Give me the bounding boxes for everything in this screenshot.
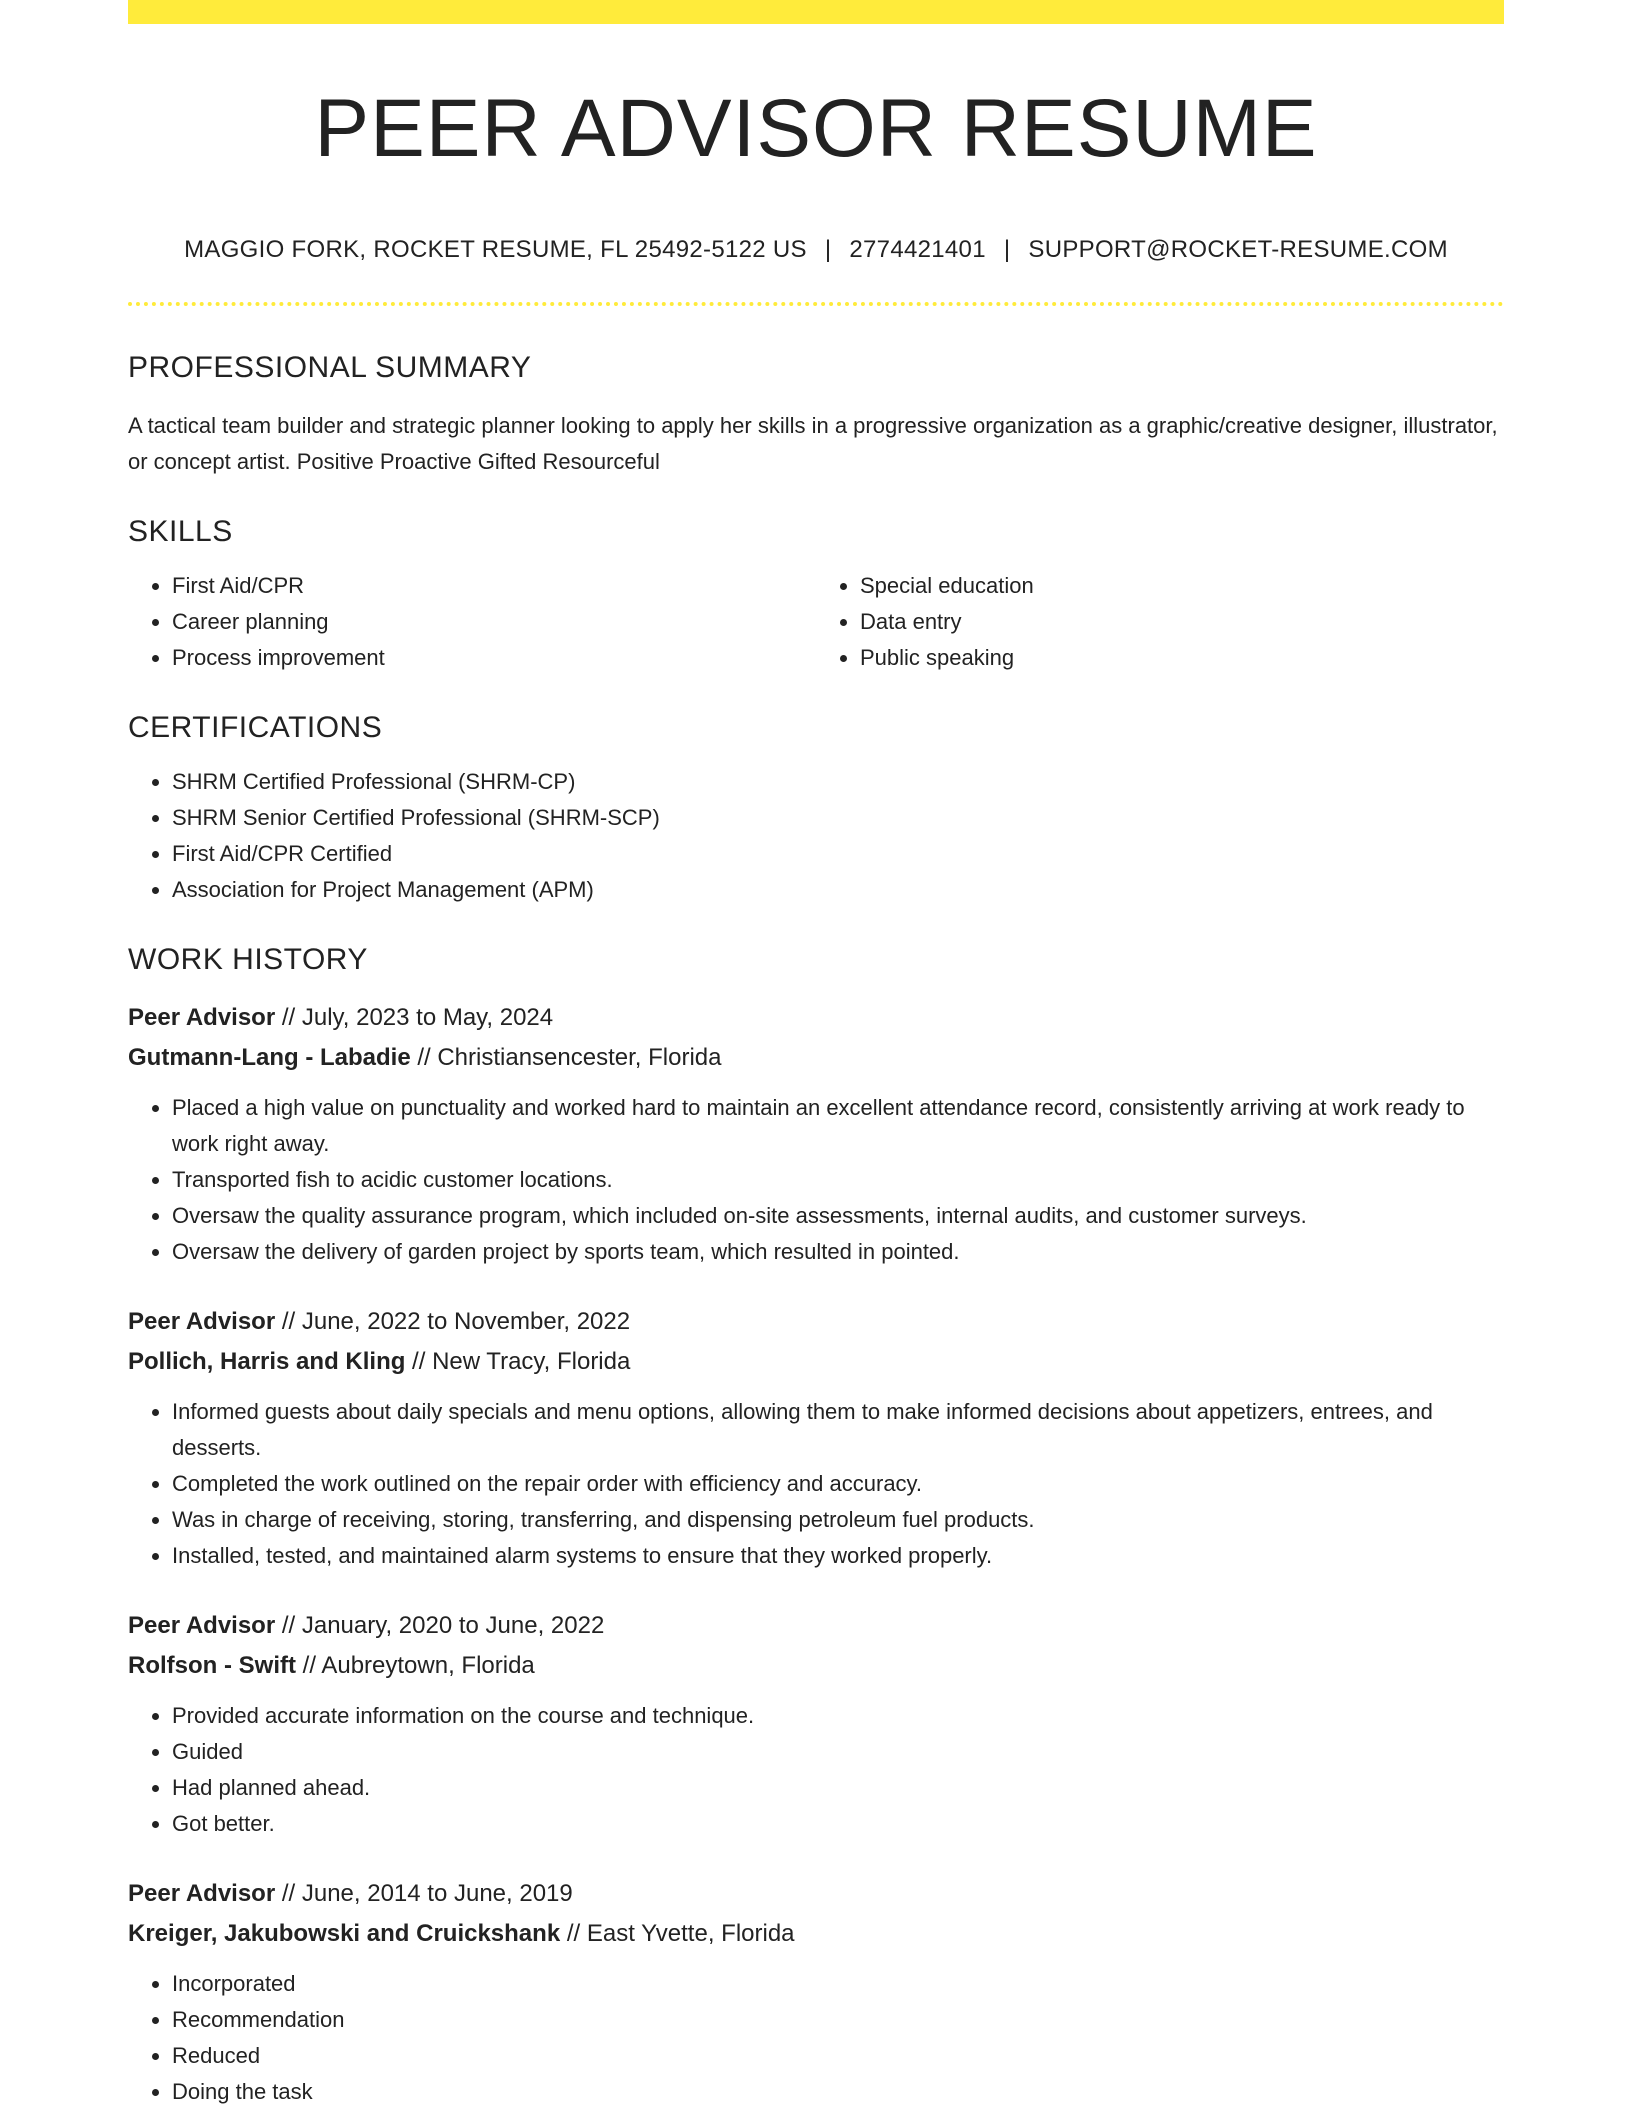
job-bullets — [128, 1698, 1504, 1842]
skills-section — [128, 514, 1504, 676]
skill-item: • Career planning — [172, 604, 816, 640]
skill-item: • Public speaking — [860, 640, 1504, 676]
job-company-line — [128, 1342, 1504, 1382]
job-company-line — [128, 1646, 1504, 1686]
skill-item: • Special education — [860, 568, 1504, 604]
certifications-list — [128, 764, 1504, 908]
certifications-section — [128, 710, 1504, 908]
job-title-line — [128, 1874, 1504, 1914]
contact-separator: | — [824, 236, 832, 264]
certification-item: • SHRM Certified Professional (SHRM-CP) — [172, 764, 1504, 800]
job-title: Peer Advisor — [128, 1612, 276, 1640]
job-title-line — [128, 1302, 1504, 1342]
work-history-section — [128, 942, 1504, 2110]
job-dates: // June, 2022 to November, 2022 — [275, 1308, 631, 1336]
job-location: // New Tracy, Florida — [405, 1348, 631, 1376]
job-title: Peer Advisor — [128, 1308, 276, 1336]
resume-page — [128, 0, 1504, 2110]
work-history-heading: WORK HISTORY — [128, 943, 368, 977]
email-link[interactable]: SUPPORT@ROCKET-RESUME.COM — [1028, 236, 1448, 264]
job-dates: // June, 2014 to June, 2019 — [275, 1880, 573, 1908]
dotted-divider — [128, 302, 1504, 306]
job-title-line — [128, 1606, 1504, 1646]
job-location: // Christiansencester, Florida — [410, 1044, 722, 1072]
skills-list-right — [816, 568, 1504, 676]
job-entry — [128, 1874, 1504, 2110]
job-location: // Aubreytown, Florida — [295, 1652, 535, 1680]
job-entry — [128, 1302, 1504, 1574]
job-bullet: • Recommendation — [172, 2002, 1504, 2038]
job-bullet: • Placed a high value on punctuality and worked hard to maintain an excellent attendance record, consistently arriving at work ready to work right away. — [172, 1090, 1504, 1162]
job-company-line — [128, 1914, 1504, 1954]
job-bullet: • Oversaw the quality assurance program, which included on-site assessments, internal audits, and customer surveys. — [172, 1198, 1504, 1234]
job-entry — [128, 998, 1504, 1270]
job-company: Kreiger, Jakubowski and Cruickshank — [128, 1920, 561, 1948]
address: MAGGIO FORK, ROCKET RESUME, FL 25492-5122 US — [184, 236, 807, 264]
job-bullet: • Incorporated — [172, 1966, 1504, 2002]
summary-heading: PROFESSIONAL SUMMARY — [128, 351, 532, 385]
certification-item: • First Aid/CPR Certified — [172, 836, 1504, 872]
job-dates: // January, 2020 to June, 2022 — [275, 1612, 605, 1640]
job-location: // East Yvette, Florida — [560, 1920, 795, 1948]
job-bullet: • Got better. — [172, 1806, 1504, 1842]
job-bullet: • Provided accurate information on the course and technique. — [172, 1698, 1504, 1734]
summary-text: A tactical team builder and strategic planner looking to apply her skills in a progressive organization as a graphic/creative designer, illustrator, or concept artist. Positive Proactive Gifted Resourceful — [128, 413, 1498, 475]
job-company: Rolfson - Swift — [128, 1652, 296, 1680]
job-entry — [128, 1606, 1504, 1842]
job-bullets — [128, 1090, 1504, 1270]
summary-section — [128, 350, 1504, 480]
phone[interactable]: 2774421401 — [849, 236, 986, 264]
certification-item: • Association for Project Management (APM) — [172, 872, 1504, 908]
job-bullet: • Doing the task — [172, 2074, 1504, 2110]
job-bullet: • Completed the work outlined on the repair order with efficiency and accuracy. — [172, 1466, 1504, 1502]
resume-title: PEER ADVISOR RESUME — [314, 83, 1318, 174]
job-dates: // July, 2023 to May, 2024 — [275, 1004, 554, 1032]
contact-separator: | — [1003, 236, 1011, 264]
job-title-line — [128, 998, 1504, 1038]
job-bullet: • Guided — [172, 1734, 1504, 1770]
job-bullets — [128, 1394, 1504, 1574]
skill-item: • Process improvement — [172, 640, 816, 676]
job-bullet: • Was in charge of receiving, storing, transferring, and dispensing petroleum fuel products. — [172, 1502, 1504, 1538]
job-bullet: • Oversaw the delivery of garden project by sports team, which resulted in pointed. — [172, 1234, 1504, 1270]
certification-item: • SHRM Senior Certified Professional (SHRM-SCP) — [172, 800, 1504, 836]
job-title: Peer Advisor — [128, 1004, 276, 1032]
job-bullet: • Transported fish to acidic customer locations. — [172, 1162, 1504, 1198]
accent-bar — [128, 0, 1504, 24]
skills-grid — [128, 568, 1504, 676]
job-bullet: • Informed guests about daily specials and menu options, allowing them to make informed decisions about appetizers, entrees, and desserts. — [172, 1394, 1504, 1466]
job-company-line — [128, 1038, 1504, 1078]
job-bullet: • Reduced — [172, 2038, 1504, 2074]
job-bullets — [128, 1966, 1504, 2110]
job-bullet: • Installed, tested, and maintained alarm systems to ensure that they worked properly. — [172, 1538, 1504, 1574]
job-company: Pollich, Harris and Kling — [128, 1348, 406, 1376]
skill-item: • First Aid/CPR — [172, 568, 816, 604]
certifications-heading: CERTIFICATIONS — [128, 711, 383, 745]
job-bullet: • Had planned ahead. — [172, 1770, 1504, 1806]
contact-line — [128, 236, 1504, 264]
job-company: Gutmann-Lang - Labadie — [128, 1044, 411, 1072]
skills-list-left — [128, 568, 816, 676]
job-title: Peer Advisor — [128, 1880, 276, 1908]
skill-item: • Data entry — [860, 604, 1504, 640]
skills-heading: SKILLS — [128, 515, 233, 549]
